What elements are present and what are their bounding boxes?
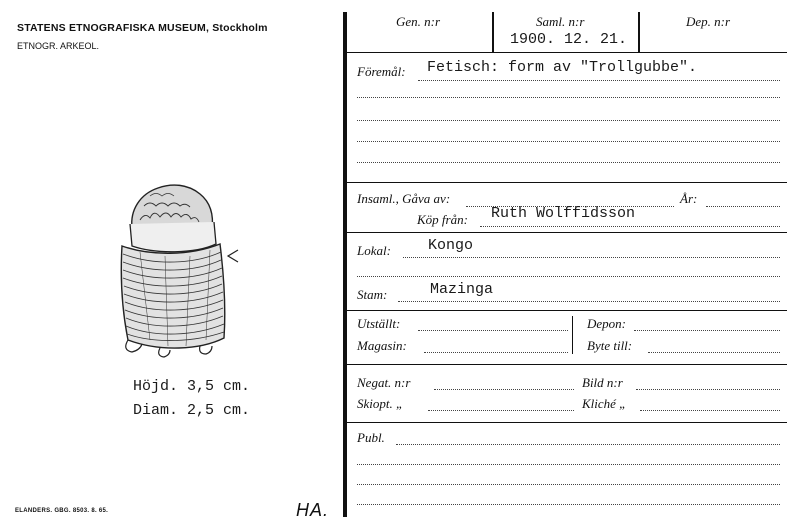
bild-label: Bild n:r [582, 375, 623, 390]
dotted-line [398, 301, 780, 302]
kliche-label: Kliché „ [582, 396, 627, 411]
negat-label: Negat. n:r [357, 375, 411, 390]
height-measurement: Höjd. 3,5 cm. [133, 378, 251, 395]
dotted-line [357, 464, 780, 465]
byte-label: Byte till: [587, 338, 633, 353]
diameter-measurement: Diam. 2,5 cm. [133, 402, 251, 419]
handwritten-initials: HA. [296, 500, 330, 520]
dotted-line [357, 504, 780, 505]
dep-nr-label: Dep. n:r [686, 14, 731, 29]
dotted-line [418, 80, 780, 81]
foremal-label: Föremål: [357, 64, 406, 79]
magasin-label: Magasin: [357, 338, 407, 353]
dotted-line [357, 162, 780, 163]
fetish-drawing [110, 180, 245, 360]
insaml-label: Insaml., Gåva av: [357, 191, 451, 206]
dotted-line [357, 484, 780, 485]
section-rule [347, 364, 787, 365]
section-rule [347, 182, 787, 183]
dotted-line [418, 330, 568, 331]
utstallt-label: Utställt: [357, 316, 401, 331]
skiopt-label: Skiopt. „ [357, 396, 404, 411]
dotted-line [357, 141, 780, 142]
card-divider [343, 12, 347, 517]
section-rule [347, 232, 787, 233]
publ-label: Publ. [357, 430, 385, 445]
header-rule [347, 52, 787, 53]
ar-label: År: [680, 191, 698, 206]
dotted-line [640, 410, 780, 411]
dotted-line [357, 97, 780, 98]
dotted-line [648, 352, 780, 353]
lokal-value: Kongo [428, 237, 474, 254]
printer-imprint: ELANDERS. GBG. 8503. 8. 65. [15, 508, 109, 514]
foremal-value: Fetisch: form av "Trollgubbe". [427, 59, 698, 76]
dotted-line [396, 444, 780, 445]
saml-nr-value: 1900. 12. 21. [510, 31, 628, 48]
depon-label: Depon: [587, 316, 626, 331]
lokal-label: Lokal: [357, 243, 391, 258]
stam-label: Stam: [357, 287, 388, 302]
saml-nr-label: Saml. n:r [536, 14, 585, 29]
kop-label: Köp från: [417, 212, 468, 227]
dotted-line [706, 206, 780, 207]
dotted-line [434, 389, 574, 390]
dotted-line [403, 257, 780, 258]
dotted-line [634, 330, 780, 331]
dotted-line [636, 389, 780, 390]
department-label: ETNOGR. ARKEOL. [17, 41, 100, 51]
header-divider-right [638, 12, 640, 52]
header-divider-left [492, 12, 494, 52]
gen-nr-label: Gen. n:r [396, 14, 441, 29]
dotted-line [357, 120, 780, 121]
dotted-line [424, 352, 568, 353]
section-rule [347, 422, 787, 423]
dotted-line [480, 226, 780, 227]
kop-value: Ruth Wolffidsson [491, 205, 636, 222]
dotted-line [428, 410, 574, 411]
stam-value: Mazinga [430, 281, 494, 298]
dotted-line [357, 276, 780, 277]
museum-name: STATENS ETNOGRAFISKA MUSEUM, Stockholm [17, 22, 268, 34]
section-rule [347, 310, 787, 311]
storage-divider [572, 316, 573, 354]
